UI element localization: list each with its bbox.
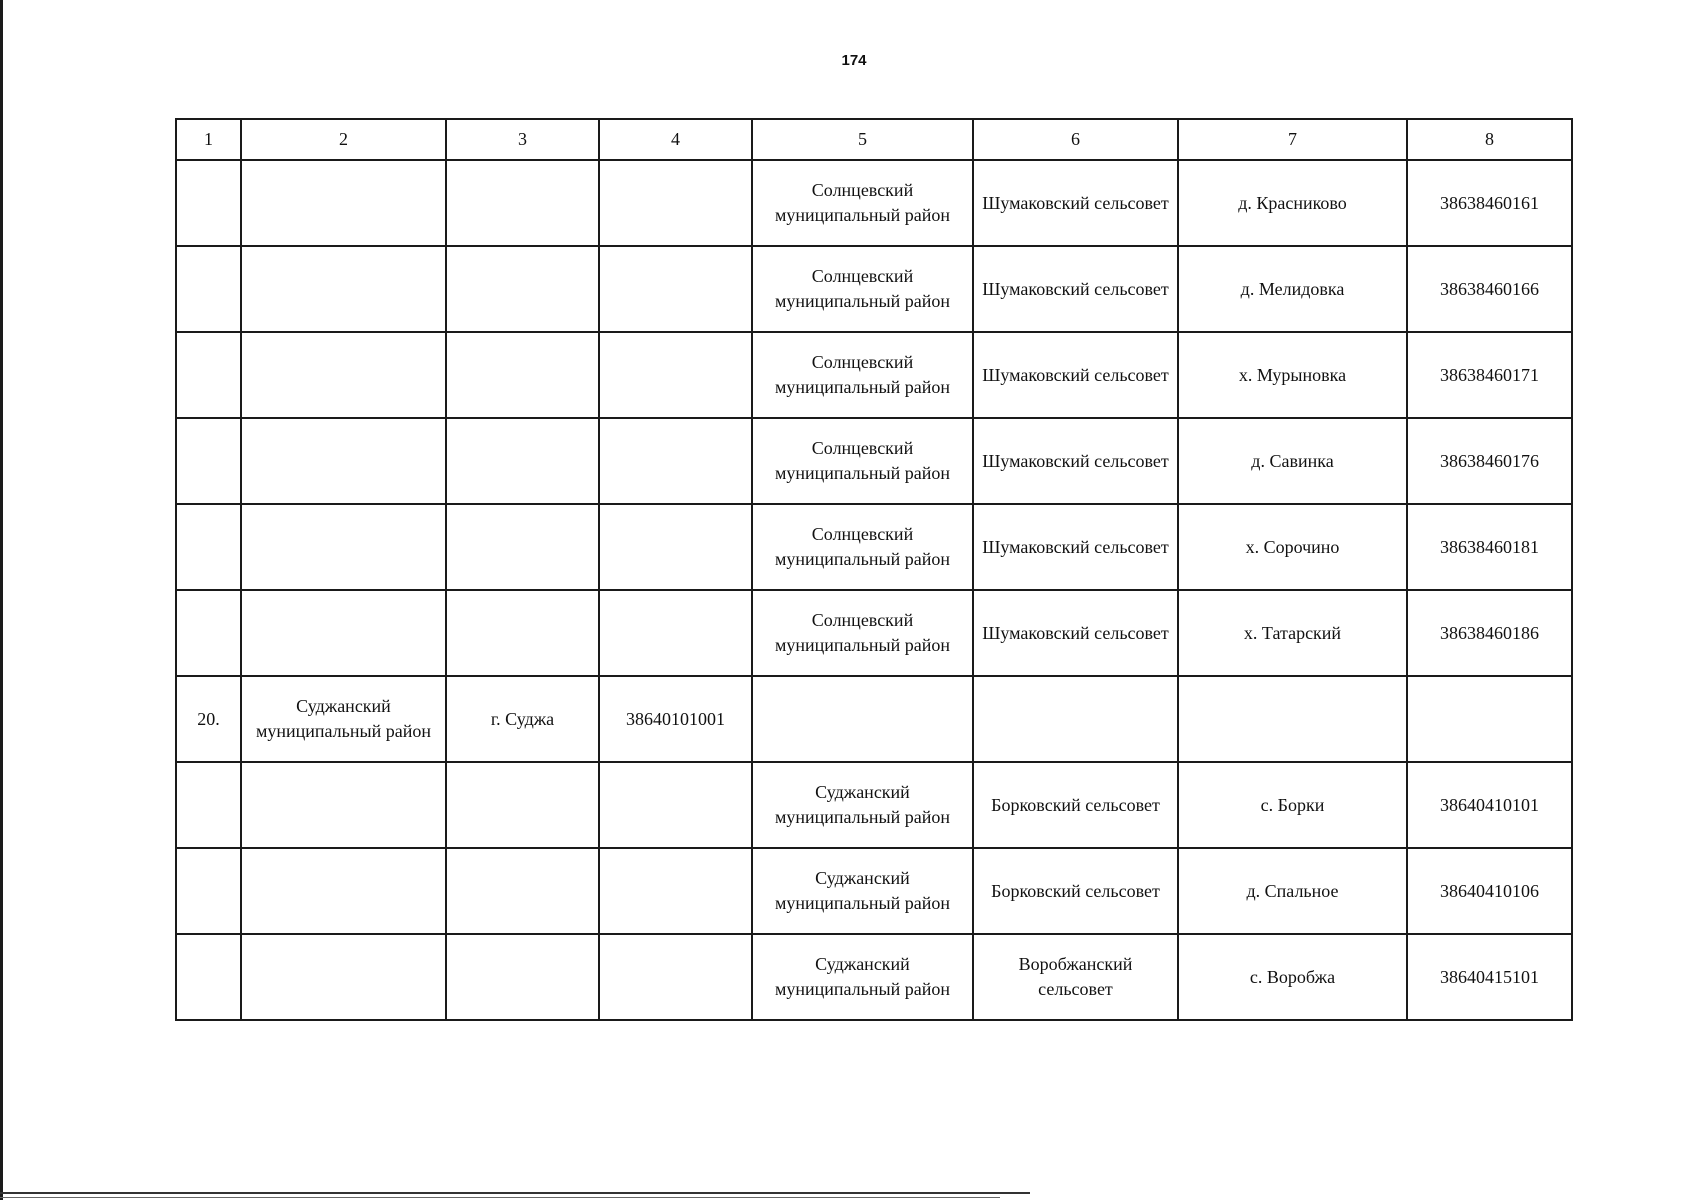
table-cell: Борковский сельсовет xyxy=(973,762,1178,848)
table-cell: 38638460181 xyxy=(1407,504,1572,590)
table-cell xyxy=(446,848,599,934)
table-cell: Шумаковский сельсовет xyxy=(973,590,1178,676)
column-header: 1 xyxy=(176,119,241,160)
column-header: 8 xyxy=(1407,119,1572,160)
table-cell xyxy=(1407,676,1572,762)
table-cell xyxy=(241,504,446,590)
table-cell xyxy=(241,418,446,504)
table-cell xyxy=(446,504,599,590)
table-cell: Солнцевский муниципальный район xyxy=(752,246,973,332)
table-cell: д. Красниково xyxy=(1178,160,1407,246)
table-cell: Суджанский муниципальный район xyxy=(752,762,973,848)
column-header: 4 xyxy=(599,119,752,160)
table-cell xyxy=(176,762,241,848)
table-cell xyxy=(1178,676,1407,762)
table-cell: 38638460176 xyxy=(1407,418,1572,504)
table-cell xyxy=(446,762,599,848)
table-cell: 38640410101 xyxy=(1407,762,1572,848)
table-cell xyxy=(241,848,446,934)
table-cell: 38640415101 xyxy=(1407,934,1572,1020)
table-row xyxy=(176,762,1572,848)
table-cell xyxy=(176,848,241,934)
scan-edge-left xyxy=(0,0,3,1200)
table-cell: 38640101001 xyxy=(599,676,752,762)
table-cell xyxy=(241,246,446,332)
table-cell: Шумаковский сельсовет xyxy=(973,418,1178,504)
column-header: 3 xyxy=(446,119,599,160)
table-cell: Шумаковский сельсовет xyxy=(973,332,1178,418)
table-cell xyxy=(599,590,752,676)
table-row xyxy=(176,160,1572,246)
table-cell xyxy=(599,418,752,504)
table-cell xyxy=(241,160,446,246)
table-cell: х. Сорочино xyxy=(1178,504,1407,590)
table-cell: 38638460186 xyxy=(1407,590,1572,676)
table-cell xyxy=(446,160,599,246)
table-row xyxy=(176,418,1572,504)
table-cell xyxy=(599,160,752,246)
table-cell: Суджанский муниципальный район xyxy=(752,934,973,1020)
table-cell: Воробжанский сельсовет xyxy=(973,934,1178,1020)
table-row xyxy=(176,676,1572,762)
table-cell xyxy=(176,332,241,418)
table-row xyxy=(176,246,1572,332)
table-cell: 38638460161 xyxy=(1407,160,1572,246)
table-cell: д. Мелидовка xyxy=(1178,246,1407,332)
table-cell xyxy=(446,418,599,504)
table-cell xyxy=(599,934,752,1020)
table-header-row xyxy=(176,119,1572,160)
table-cell: Суджанский муниципальный район xyxy=(752,848,973,934)
table-row xyxy=(176,590,1572,676)
table-cell xyxy=(241,934,446,1020)
table-cell xyxy=(446,332,599,418)
table-cell: Солнцевский муниципальный район xyxy=(752,160,973,246)
table-cell: г. Суджа xyxy=(446,676,599,762)
table-cell xyxy=(176,590,241,676)
table-cell xyxy=(176,246,241,332)
table-cell: 20. xyxy=(176,676,241,762)
table-cell: д. Спальное xyxy=(1178,848,1407,934)
table-cell xyxy=(599,848,752,934)
table-cell: х. Мурыновка xyxy=(1178,332,1407,418)
table-cell xyxy=(176,934,241,1020)
table-cell xyxy=(446,590,599,676)
table-cell: Солнцевский муниципальный район xyxy=(752,504,973,590)
table-cell: Шумаковский сельсовет xyxy=(973,160,1178,246)
table-cell: Шумаковский сельсовет xyxy=(973,504,1178,590)
table-row xyxy=(176,934,1572,1020)
table-cell: Суджанский муниципальный район xyxy=(241,676,446,762)
column-header: 7 xyxy=(1178,119,1407,160)
table-cell xyxy=(176,504,241,590)
table-cell xyxy=(599,332,752,418)
data-table xyxy=(175,118,1573,1021)
table-cell: Шумаковский сельсовет xyxy=(973,246,1178,332)
table-cell xyxy=(973,676,1178,762)
table-cell xyxy=(241,332,446,418)
table-cell: д. Савинка xyxy=(1178,418,1407,504)
column-header: 2 xyxy=(241,119,446,160)
table-cell xyxy=(241,590,446,676)
table-cell xyxy=(752,676,973,762)
scan-edge-bottom xyxy=(0,1192,1030,1194)
table-cell xyxy=(241,762,446,848)
table-cell: с. Борки xyxy=(1178,762,1407,848)
table-cell xyxy=(599,762,752,848)
table-cell: Солнцевский муниципальный район xyxy=(752,418,973,504)
table-cell xyxy=(176,418,241,504)
scan-edge-bottom-secondary xyxy=(0,1197,1000,1198)
table-cell xyxy=(446,246,599,332)
table-cell xyxy=(176,160,241,246)
table-cell: Борковский сельсовет xyxy=(973,848,1178,934)
page-number: 174 xyxy=(841,52,867,69)
table-cell: х. Татарский xyxy=(1178,590,1407,676)
column-header: 6 xyxy=(973,119,1178,160)
table-cell: с. Воробжа xyxy=(1178,934,1407,1020)
table-row xyxy=(176,848,1572,934)
table-row xyxy=(176,504,1572,590)
table-cell: Солнцевский муниципальный район xyxy=(752,332,973,418)
table-cell: 38638460171 xyxy=(1407,332,1572,418)
table-cell xyxy=(599,504,752,590)
table-cell: 38638460166 xyxy=(1407,246,1572,332)
column-header: 5 xyxy=(752,119,973,160)
table-cell xyxy=(446,934,599,1020)
table-cell xyxy=(599,246,752,332)
table-cell: Солнцевский муниципальный район xyxy=(752,590,973,676)
table-row xyxy=(176,332,1572,418)
table-cell: 38640410106 xyxy=(1407,848,1572,934)
